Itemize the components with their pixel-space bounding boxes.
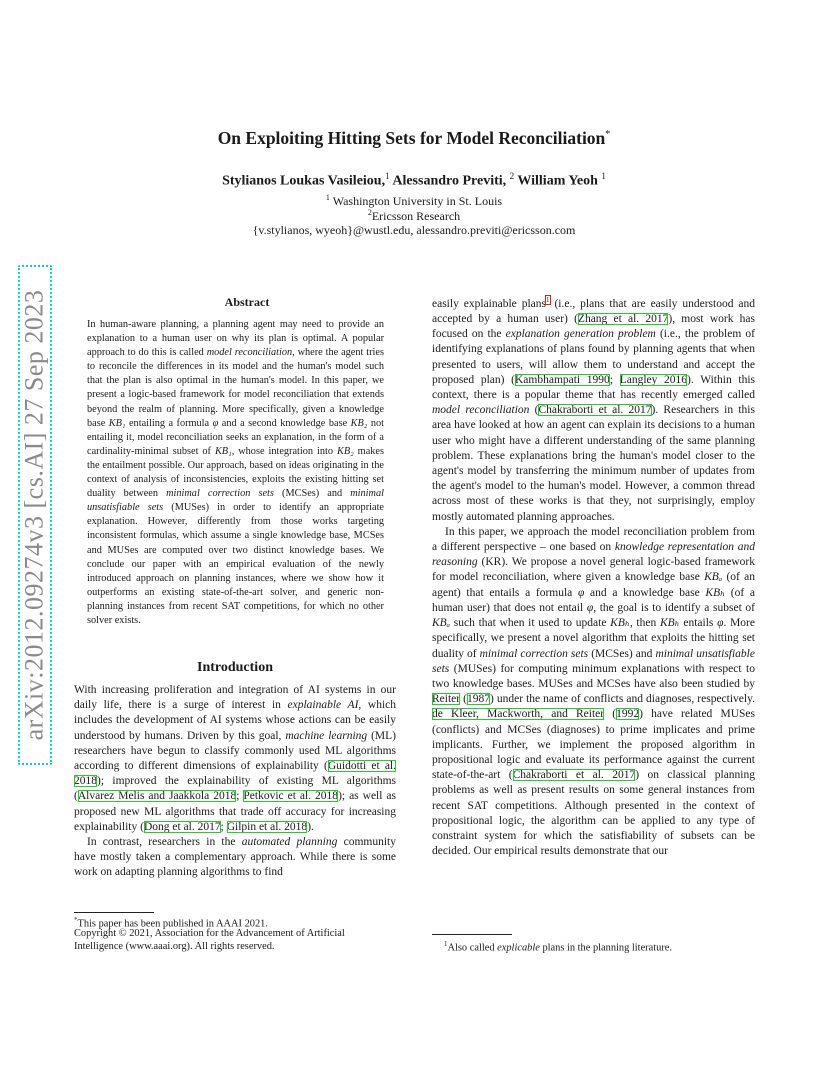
affiliation-2: $^2$Ericsson Research xyxy=(367,208,461,223)
footnote-1-link[interactable]: 1 xyxy=(546,296,550,304)
citation-zhang[interactable]: Zhang et al. 2017 xyxy=(577,313,669,326)
introduction-heading: Introduction xyxy=(197,660,273,675)
citation-kambhampati[interactable]: Kambhampati 1990 xyxy=(514,373,610,386)
introduction-body xyxy=(74,683,396,881)
citation-chakraborti-2[interactable]: Chakraborti et al. 2017 xyxy=(512,769,636,782)
author-emails: {v.stylianos, wyeoh}@wustl.edu, alessandro.previti@ericsson.com xyxy=(252,223,576,237)
right-paragraph-1: easily explainable plans$^1$ (i.e., plans that are easily understood and accepted by a human user) (Zhang et al. 2017), most work has focused on the explanation generation problem (i.e., the problem of identifying explanations of plans found by planning agents that when presented to users, will allow them to understand and accept the proposed plan) (Kambhampati 1990; Langley 2016). Within this context, there is a popular theme that has recently emerged called model reconciliation (Chakraborti et al. 2017). Researchers in this area have looked at how an agent can explain its decisions to a human user who might have a different understanding of the same planning problem. These explanations bring the human's model closer to the agent's model by transferring the minimum number of updates from the agent's model to the human's model. However, a common thread across most of these works is that they, not surprisingly, employ mostly automated planning approaches. xyxy=(432,296,756,523)
citation-dong[interactable]: Dong et al. 2017 xyxy=(143,820,221,833)
abstract-body: In human-aware planning, a planning agent may need to provide an explanation to a human user on why its plan is optimal. A popular approach to do this is called model reconciliation, where the agent tries to reconcile the differences in its model and the human's model such that the plan is also optimal in the human's model. In this paper, we present a logic-based framework for model reconciliation that extends beyond the realm of planning. More specifically, given a knowledge base KB₁ entailing a formula φ and a second knowledge base KB₂ not entailing it, model reconciliation seeks an explanation, in the form of a cardinality-minimal subset of KB₁, whose integration into KB₂ makes the entailment possible. Our approach, based on ideas originating in the context of analysis of inconsistencies, exploits the existing hitting set duality between minimal correction sets (MCSes) and minimal unsatisfiable sets (MUSes) in order to identify an appropriate explanation. However, differently from those works targeting inconsistent formulas, which assume a single knowledge base, MCSes and MUSes are computed over two distinct knowledge bases. We conclude our paper with an empirical evaluation of the newly introduced approach on planning instances, where we show how it outperforms an existing state-of-the-art solver, and generic non-planning instances from recent SAT competitions, for which no other solver exists. xyxy=(87,319,385,626)
intro-paragraph-2: In contrast, researchers in the automated planning community have mostly taken a complementary approach. While there is some work on adapting planning algorithms to find xyxy=(74,836,396,879)
footnote-rule-right xyxy=(432,934,512,935)
right-column-body xyxy=(432,293,755,859)
citation-reiter[interactable]: Reiter xyxy=(432,693,461,706)
title-footnote-mark: * xyxy=(605,129,611,141)
author-list: Stylianos Loukas Vasileiou,$^1$ Alessandro Previti, $^2$ William Yeoh $^1$ xyxy=(222,171,606,189)
copyright-notice: Copyright © 2021, Association for the Advancement of Artificial Intelligence (www.aaai.org). All rights reserved. xyxy=(74,928,345,952)
citation-de-kleer[interactable]: de Kleer, Mackworth, and Reiter xyxy=(432,708,605,721)
citation-langley[interactable]: Langley 2016 xyxy=(619,373,688,386)
author-2: Alessandro Previti, xyxy=(392,173,507,189)
citation-chakraborti[interactable]: Chakraborti et al. 2017 xyxy=(538,404,652,417)
citation-petkovic[interactable]: Petkovic et al. 2018 xyxy=(243,790,339,803)
author-3: William Yeoh xyxy=(517,173,598,189)
citation-reiter-year[interactable]: 1987 xyxy=(466,693,490,706)
footnote-published: *This paper has been published in AAAI 2021. xyxy=(74,916,268,930)
author-1: Stylianos Loukas Vasileiou, xyxy=(222,173,386,189)
right-paragraph-2: In this paper, we approach the model reconciliation problem from a different perspective – one based on knowledge representation and reasoning (KR). We propose a novel general logic-based framework for model reconciliation, where given a knowledge base KBₐ (of an agent) that entails a formula φ and a knowledge base KBₕ (of a human user) that does not entail φ, the goal is to identify a subset of KBₐ such that when it used to update KBₕ, then KBₕ entails φ. More specifically, we present a novel algorithm that exploits the hitting set duality of minimal correction sets (MCSes) and minimal unsatisfiable sets (MUSes) for computing minimum explanations with respect to two knowledge bases. MUSes and MCSes have also been studied by Reiter (1987) under the name of conflicts and diagnoses, respectively. de Kleer, Mackworth, and Reiter (1992) have related MUSes (conflicts) and MCSes (diagnoses) to prime implicates and prime implicants. Further, we implement the proposed algorithm in propositional logic and evaluate its performance against the current state-of-the-art (Chakraborti et al. 2017) on classical planning problems as well as present results on some general instances from recent SAT competitions. Although presented in the context of propositional logic, the algorithm can be applied to any type of constraint system for which the satisfiability of subsets can be decided. Our empirical results demonstrate that our xyxy=(432,525,756,858)
citation-de-kleer-year[interactable]: 1992 xyxy=(616,708,640,721)
citation-guidotti[interactable]: Guidotti et al. 2018 xyxy=(74,760,396,788)
footnote-rule-left xyxy=(74,912,154,913)
citation-alvarez-melis[interactable]: Alvarez Melis and Jaakkola 2018 xyxy=(77,790,237,803)
intro-paragraph-1: With increasing proliferation and integration of AI systems in our daily life, there is a surge of interest in explainable AI, which includes the development of AI systems whose actions can be easily understood by humans. Driven by this goal, machine learning (ML) researchers have begun to classify commonly used ML algorithms according to different dimensions of explainability (Guidotti et al. 2018); improved the explainability of existing ML algorithms (Alvarez Melis and Jaakkola 2018; Petkovic et al. 2018); as well as proposed new ML algorithms that trade off accuracy for increasing explainability (Dong et al. 2017; Gilpin et al. 2018). xyxy=(74,684,396,833)
citation-gilpin[interactable]: Gilpin et al. 2018 xyxy=(226,820,308,833)
arxiv-id-text: arXiv:2012.09274v3 [cs.AI] 27 Sep 2023 xyxy=(19,289,48,741)
abstract-heading: Abstract xyxy=(224,295,270,309)
paper-title: On Exploiting Hitting Sets for Model Reconciliation* xyxy=(217,128,611,148)
footnote-1: $^1$Also called explicable plans in the planning literature. xyxy=(444,940,672,954)
affiliation-1: $^1$ Washington University in St. Louis xyxy=(325,193,503,208)
arxiv-identifier-stamp xyxy=(14,265,54,765)
